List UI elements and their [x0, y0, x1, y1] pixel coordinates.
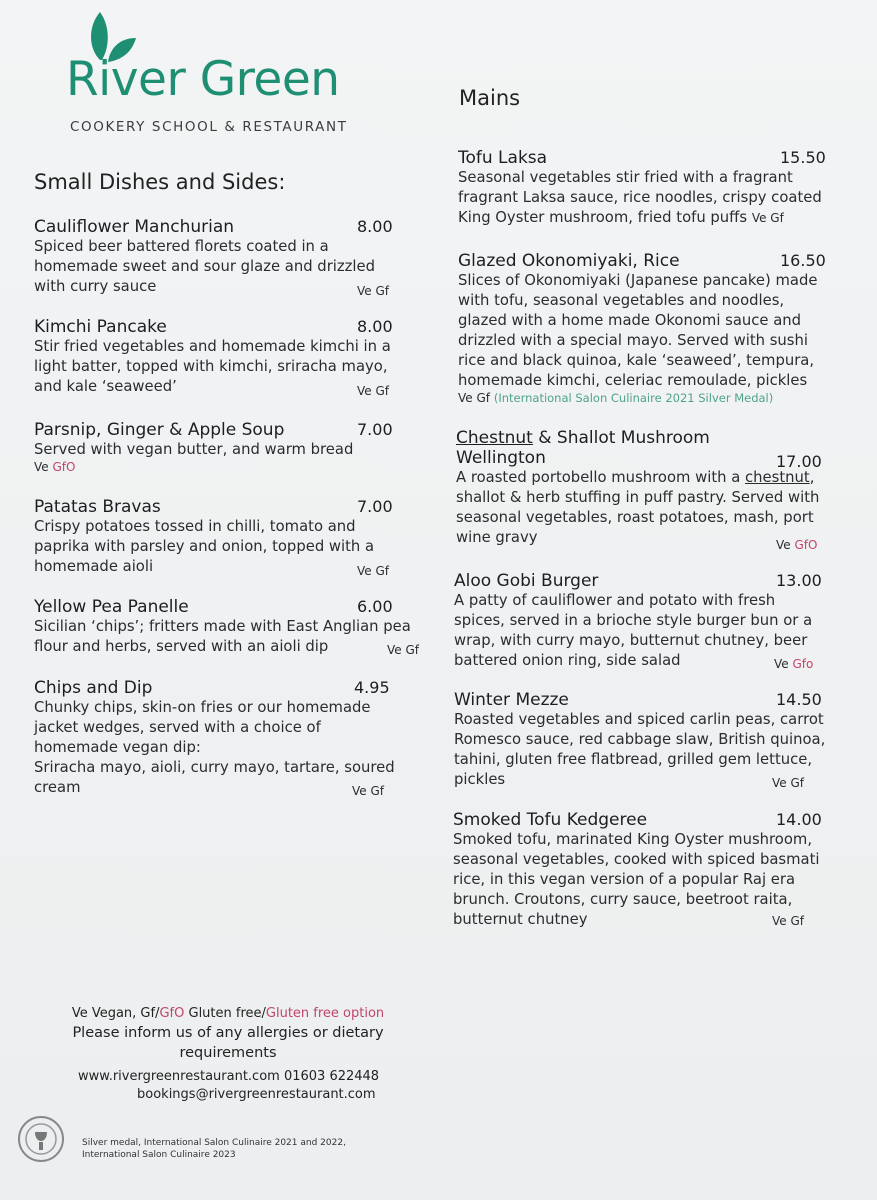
award-note: (International Salon Culinaire 2021 Silver Medal) — [493, 391, 774, 405]
allergy-note: requirements — [179, 1045, 277, 1061]
item-desc: Spiced beer battered florets coated in a — [34, 238, 329, 255]
item-name: Kimchi Pancake — [34, 317, 167, 337]
menu-item — [453, 810, 853, 930]
item-desc: drizzled with a special mayo. Served with sushi — [458, 332, 808, 349]
item-desc: Sriracha mayo, aioli, curry mayo, tartare, soured — [34, 759, 395, 776]
item-desc: pickles — [454, 771, 506, 788]
diet-label: Ve Gf — [357, 284, 389, 298]
item-name: Chips and Dip — [34, 678, 153, 698]
diet-label: Ve Gf — [387, 643, 419, 657]
item-desc: rice, in this vegan version of a popular Raj era — [453, 871, 796, 888]
item-desc: tahini, gluten free flatbread, grilled gem lettuce, — [454, 751, 813, 768]
item-desc: with curry sauce — [34, 278, 157, 295]
legend-part: Ve Vegan, Gf/ — [71, 1006, 160, 1021]
item-desc: homemade sweet and sour glaze and drizzled — [34, 258, 376, 275]
item-desc-line: King Oyster mushroom, fried tofu puffs — [458, 209, 748, 226]
item-desc: Chunky chips, skin-on fries or our homemade — [34, 699, 371, 716]
diet-vegan: Ve — [776, 538, 791, 552]
item-desc: Seasonal vegetables stir fried with a fragrant — [458, 169, 793, 186]
item-desc-chestnut: chestnut — [745, 469, 810, 486]
diet-label: Ve Gf — [751, 211, 784, 225]
menu-item — [34, 678, 434, 798]
diet-label — [776, 538, 817, 552]
legend-gfo: GfO — [159, 1006, 185, 1021]
diet-label — [774, 657, 813, 671]
contact-email[interactable]: bookings@rivergreenrestaurant.com — [137, 1087, 376, 1102]
item-price: 14.50 — [776, 690, 822, 709]
item-desc: light batter, topped with kimchi, sriracha mayo, — [34, 358, 388, 375]
diet-gluten-free-option: GfO — [794, 538, 818, 552]
item-name: Patatas Bravas — [34, 497, 161, 517]
item-name-line2: Wellington — [456, 448, 546, 468]
item-desc: spices, served in a brioche style burger bun or a — [454, 612, 813, 629]
item-name: Parsnip, Ginger & Apple Soup — [34, 420, 285, 440]
item-desc-part: A roasted portobello mushroom with a — [456, 469, 746, 486]
menu-item — [456, 428, 856, 552]
diet-vegan-gf: Ve Gf — [458, 391, 490, 405]
medal-note-line: International Salon Culinaire 2023 — [82, 1150, 236, 1160]
item-desc: with tofu, seasonal vegetables and noodles, — [458, 292, 785, 309]
logo-subtitle: COOKERY SCHOOL & RESTAURANT — [70, 119, 348, 135]
item-desc: battered onion ring, side salad — [454, 652, 681, 669]
menu-item — [34, 217, 434, 297]
item-name — [456, 428, 856, 448]
legend-part: Gluten free/ — [184, 1006, 266, 1021]
item-desc: rice and black quinoa, kale ‘seaweed’, tempura, — [458, 352, 815, 369]
item-desc: and kale ‘seaweed’ — [34, 378, 177, 395]
item-desc: jacket wedges, served with a choice of — [34, 719, 321, 736]
diet-label: Ve Gf — [352, 784, 384, 798]
item-desc: Stir fried vegetables and homemade kimchi in a — [34, 338, 391, 355]
menu-item — [454, 690, 854, 790]
item-desc: seasonal vegetables, roast potatoes, mash, port — [456, 509, 814, 526]
menu-item — [458, 148, 858, 228]
item-desc: Slices of Okonomiyaki (Japanese pancake) made — [458, 272, 818, 289]
item-desc: homemade aioli — [34, 558, 154, 575]
item-name: Winter Mezze — [454, 690, 569, 710]
item-desc — [458, 208, 858, 228]
logo — [66, 8, 406, 138]
item-name: Cauliflower Manchurian — [34, 217, 235, 237]
item-desc: flour and herbs, served with an aioli dip — [34, 638, 329, 655]
item-price: 8.00 — [357, 317, 393, 336]
item-desc: homemade vegan dip: — [34, 739, 201, 756]
diet-vegan: Ve — [774, 657, 789, 671]
legend-gluten-free-option: Gluten free option — [265, 1006, 385, 1021]
menu-item — [34, 497, 434, 577]
item-price: 7.00 — [357, 420, 393, 439]
mains-title: Mains — [459, 86, 521, 110]
item-desc: wine gravy — [456, 529, 538, 546]
item-price: 13.00 — [776, 571, 822, 590]
item-desc: Roasted vegetables and spiced carlin peas, carrot — [454, 711, 824, 728]
diet-gluten-free-option: GfO — [52, 460, 76, 474]
diet-gluten-free-option: Gfo — [792, 657, 814, 671]
item-desc: paprika with parsley and onion, topped with a — [34, 538, 375, 555]
item-price: 16.50 — [780, 251, 826, 270]
item-desc: A patty of cauliflower and potato with fresh — [454, 592, 776, 609]
diet-label: Ve Gf — [357, 384, 389, 398]
item-price: 14.00 — [776, 810, 822, 829]
diet-label: Ve Gf — [772, 776, 804, 790]
item-desc: Sicilian ‘chips’; fritters made with East Anglian pea — [34, 618, 411, 635]
menu-item — [34, 317, 434, 397]
item-price: 8.00 — [357, 217, 393, 236]
item-name-rest: & Shallot Mushroom — [532, 428, 710, 448]
diet-label — [458, 391, 858, 405]
item-desc: shallot & herb stuffing in puff pastry. Served with — [456, 489, 820, 506]
item-desc: Crispy potatoes tossed in chilli, tomato and — [34, 518, 356, 535]
item-desc: homemade kimchi, celeriac remoulade, pickles — [458, 372, 808, 389]
item-desc: Smoked tofu, marinated King Oyster mushroom, — [453, 831, 813, 848]
logo-title: River Green — [66, 52, 340, 107]
menu-item — [34, 597, 434, 657]
diet-label: Ve Gf — [772, 914, 804, 928]
item-price: 4.95 — [354, 678, 390, 697]
item-desc: Romesco sauce, red cabbage slaw, British quinoa, — [454, 731, 826, 748]
item-name: Tofu Laksa — [458, 148, 548, 168]
allergy-note: Please inform us of any allergies or dietary — [72, 1025, 384, 1041]
item-price: 7.00 — [357, 497, 393, 516]
item-price: 17.00 — [776, 452, 822, 471]
item-desc: glazed with a home made Okonomi sauce and — [458, 312, 802, 329]
item-price: 15.50 — [780, 148, 826, 167]
item-desc: brunch. Croutons, curry sauce, beetroot raita, — [453, 891, 793, 908]
diet-legend — [30, 1005, 426, 1023]
medal-note-line: Silver medal, International Salon Culinaire 2021 and 2022, — [82, 1138, 346, 1148]
item-desc: cream — [34, 779, 81, 796]
item-price: 6.00 — [357, 597, 393, 616]
item-desc: seasonal vegetables, cooked with spiced basmati — [453, 851, 820, 868]
item-name: Smoked Tofu Kedgeree — [453, 810, 648, 830]
menu-item — [458, 251, 858, 405]
diet-vegan: Ve — [34, 460, 49, 474]
item-desc-comma: , — [809, 469, 815, 486]
menu-item — [454, 571, 854, 671]
small-dishes-title: Small Dishes and Sides: — [34, 170, 286, 194]
medal-note — [82, 1137, 346, 1161]
footer — [30, 1005, 426, 1063]
item-name-chestnut: Chestnut — [456, 428, 533, 448]
contact-web[interactable]: www.rivergreenrestaurant.com 01603 622448 — [78, 1069, 380, 1084]
item-name: Yellow Pea Panelle — [34, 597, 189, 617]
medal-icon — [14, 1114, 68, 1164]
item-desc: Served with vegan butter, and warm bread — [34, 441, 354, 458]
item-desc: wrap, with curry mayo, butternut chutney, beer — [454, 632, 808, 649]
diet-label — [34, 460, 434, 474]
diet-label: Ve Gf — [357, 564, 389, 578]
item-name: Aloo Gobi Burger — [454, 571, 599, 591]
item-desc: fragrant Laksa sauce, rice noodles, crispy coated — [458, 189, 822, 206]
menu-item — [34, 420, 434, 474]
item-name: Glazed Okonomiyaki, Rice — [458, 251, 680, 271]
item-desc: butternut chutney — [453, 911, 588, 928]
